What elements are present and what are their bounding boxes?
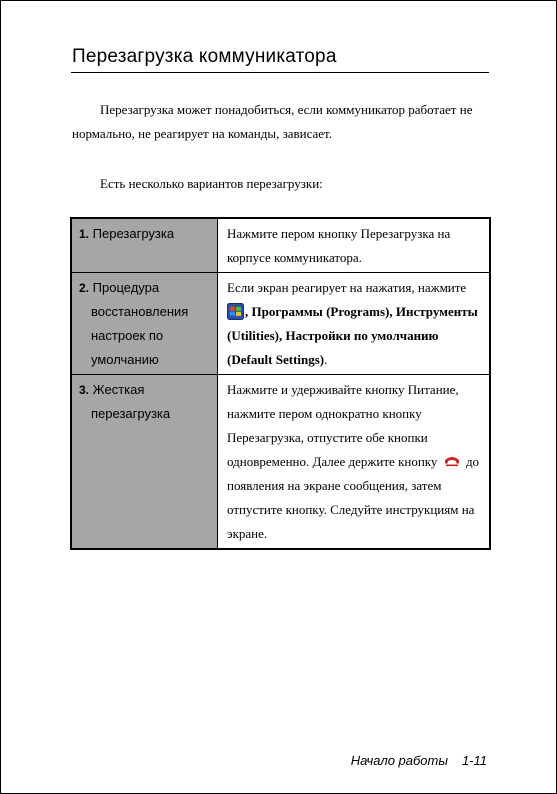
page-title: Перезагрузка коммуникатора [72,46,337,67]
option-description-cell [218,375,491,550]
table-row [71,273,490,375]
option-label: Процедура [92,280,160,295]
option-description: Нажмите и удерживайте кнопку Питание, нажмите пером однократно кнопку Перезагрузка, отпустите обе кнопки одновременно. Далее держите кнопку [227,382,459,469]
footer-section: Начало работы [350,753,448,768]
option-label-cell [71,273,218,375]
option-label-cell [71,375,218,550]
windows-start-icon [227,303,244,320]
option-number: 2. [79,281,90,295]
variants-paragraph: Есть несколько вариантов перезагрузки: [100,176,323,191]
page-footer [351,753,487,768]
table-row [71,218,490,273]
option-label: Перезагрузка [92,226,175,241]
option-description-cell [218,218,491,273]
option-label-line: умолчанию [91,352,159,367]
option-label-cell [71,218,218,273]
option-description-cell [218,273,491,375]
option-number: 3. [79,383,90,397]
option-label-line: перезагрузка [91,406,171,421]
option-description-bold: , Программы (Programs), Инструменты (Utilities), Настройки по умолчанию (Default Settings) [227,304,478,367]
option-description-end: . [324,352,328,367]
intro-paragraph: Перезагрузка может понадобиться, если коммуникатор работает не нормально, не реагирует на команды, зависает. [72,102,473,141]
page-number: 1-11 [461,753,487,768]
option-label-line: настроек по [91,328,164,343]
reset-options-table [70,217,491,550]
option-description: Если экран реагирует на нажатия, нажмите [227,280,467,295]
option-number: 1. [79,227,90,241]
option-description-end: до появления на экране сообщения, затем отпустите кнопку. Следуйте инструкциям на экране. [227,454,480,541]
option-description: Нажмите пером кнопку Перезагрузка на корпусе коммуникатора. [227,226,451,265]
title-divider [71,72,489,73]
end-call-phone-icon [443,455,461,467]
option-label: Жесткая [92,382,145,397]
table-row [71,375,490,550]
option-label-line: восстановления [91,304,189,319]
